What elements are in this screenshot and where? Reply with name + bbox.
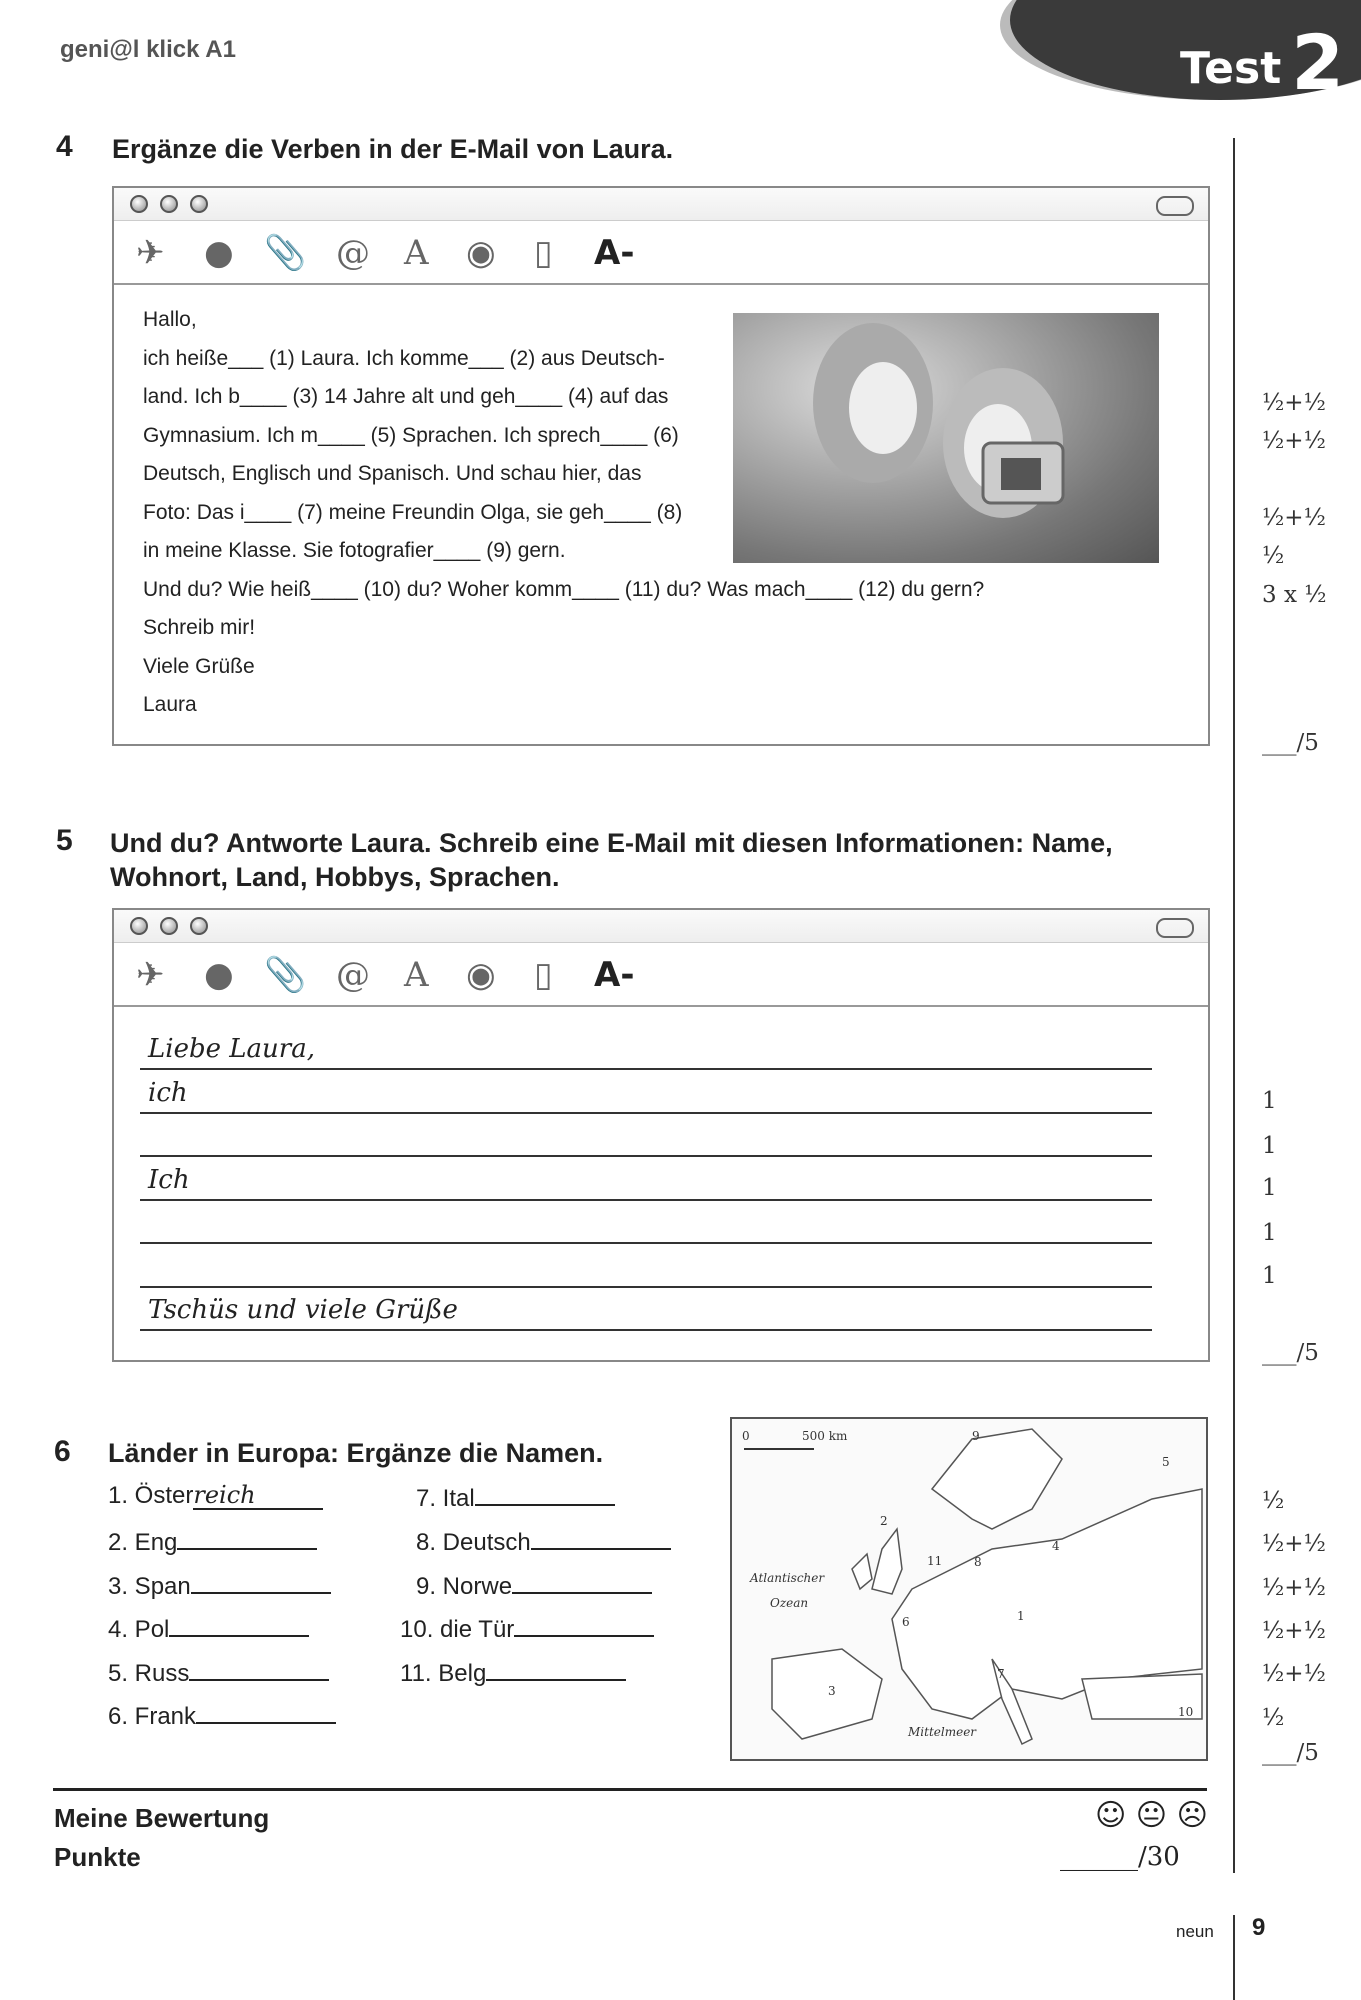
- page-word: neun: [1176, 1922, 1214, 1941]
- score-6-3: ½+½: [1262, 1575, 1326, 1601]
- score-5-5: 1: [1262, 1263, 1277, 1289]
- country-4: [108, 1613, 309, 1644]
- toolbar-toggle-icon[interactable]: [1156, 196, 1194, 216]
- smiley-rating-icons[interactable]: ☺ 😐 ☹: [1095, 1798, 1208, 1833]
- country-answer[interactable]: [514, 1613, 654, 1637]
- score-4-5: 3 x ½: [1262, 582, 1327, 608]
- rule-line: [140, 1199, 1152, 1201]
- window-titlebar: [114, 188, 1208, 221]
- footer-divider: [53, 1788, 1207, 1791]
- score-4-3: ½+½: [1262, 505, 1326, 531]
- task-5-title-2: Wohnort, Land, Hobbys, Sprachen.: [110, 862, 560, 892]
- europe-map: [730, 1417, 1208, 1761]
- address-book-icon[interactable]: @: [336, 233, 370, 273]
- email-line: ich heiße___ (1) Laura. Ich komme___ (2) aus Deutsch-: [143, 346, 665, 370]
- country-9: [416, 1570, 652, 1601]
- task-5-title-1: Und du? Antworte Laura. Schreib eine E-Mail mit diesen Informationen: Name,: [110, 828, 1113, 858]
- country-1: [108, 1482, 323, 1510]
- rule-line: [140, 1242, 1152, 1244]
- total-6: ___/5: [1262, 1740, 1319, 1766]
- map-ocean-1: Atlantischer: [750, 1571, 825, 1585]
- score-6-6: ½: [1262, 1705, 1285, 1731]
- page-divider: [1233, 1915, 1235, 2000]
- window-minimize-icon[interactable]: [160, 917, 178, 935]
- country-label: 4. Pol: [108, 1616, 170, 1643]
- test-label: [1180, 18, 1344, 107]
- map-number-9: 9: [972, 1429, 980, 1443]
- email-window-2: [112, 908, 1210, 1362]
- country-5: [108, 1657, 329, 1688]
- email-line: Foto: Das i____ (7) meine Freundin Olga, sie geh____ (8): [143, 500, 683, 524]
- country-label: 5. Russ: [108, 1660, 190, 1687]
- country-answer[interactable]: [196, 1700, 336, 1724]
- email-line: Viele Grüße: [143, 654, 255, 678]
- country-7: [416, 1482, 615, 1513]
- rule-line: [140, 1286, 1152, 1288]
- rule-line: [140, 1068, 1152, 1070]
- country-6: [108, 1700, 336, 1731]
- country-answer[interactable]: [191, 1570, 331, 1594]
- rule-line: [140, 1329, 1152, 1331]
- country-label: 9. Norwe: [416, 1573, 513, 1600]
- alert-icon[interactable]: ●: [204, 233, 234, 273]
- map-scale-label: 500 km: [802, 1429, 848, 1443]
- country-11: [400, 1657, 626, 1688]
- map-outline: [732, 1419, 1206, 1759]
- send-icon[interactable]: ✈: [136, 955, 165, 995]
- email-toolbar: [114, 221, 1208, 285]
- country-2: [108, 1526, 317, 1557]
- country-label: 2. Eng: [108, 1529, 178, 1556]
- country-10: [400, 1613, 654, 1644]
- map-number-8: 8: [974, 1555, 982, 1569]
- email-toolbar: [114, 943, 1208, 1007]
- score-5-1: 1: [1262, 1088, 1277, 1114]
- email-line: Schreib mir!: [143, 616, 256, 639]
- page-number: 9: [1252, 1914, 1266, 1941]
- attachment-icon[interactable]: 📎: [264, 955, 307, 995]
- window-titlebar: [114, 910, 1208, 943]
- score-4-1: ½+½: [1262, 390, 1326, 416]
- text-size-icon[interactable]: A-: [594, 233, 635, 273]
- country-answer[interactable]: [189, 1657, 329, 1681]
- map-number-11: 11: [927, 1554, 943, 1568]
- country-answer[interactable]: [177, 1526, 317, 1550]
- map-number-2: 2: [880, 1514, 888, 1528]
- email-line: Gymnasium. Ich m____ (5) Sprachen. Ich sprech____ (6): [143, 423, 679, 447]
- country-label: 6. Frank: [108, 1703, 197, 1730]
- task-4-number: 4: [56, 130, 73, 163]
- write-line-1[interactable]: Liebe Laura,: [148, 1034, 315, 1064]
- country-answer[interactable]: [531, 1526, 671, 1550]
- score-5-3: 1: [1262, 1175, 1277, 1201]
- toolbar-toggle-icon[interactable]: [1156, 918, 1194, 938]
- total-5: ___/5: [1262, 1340, 1319, 1366]
- country-3: [108, 1570, 331, 1601]
- email-line: Hallo,: [143, 308, 197, 331]
- document-icon[interactable]: ▯: [534, 955, 553, 995]
- write-line-4[interactable]: Ich: [148, 1165, 190, 1195]
- email-line: Und du? Wie heiß____ (10) du? Woher komm____ (11) du? Was mach____ (12) du gern?: [143, 577, 985, 601]
- country-label: 10. die Tür: [400, 1616, 515, 1643]
- country-label: 8. Deutsch: [416, 1529, 531, 1556]
- window-zoom-icon[interactable]: [190, 917, 208, 935]
- write-line-2[interactable]: ich: [148, 1078, 188, 1108]
- country-answer[interactable]: [475, 1482, 615, 1506]
- map-number-3: 3: [828, 1684, 836, 1698]
- map-number-1: 1: [1017, 1609, 1025, 1623]
- map-number-4: 4: [1052, 1539, 1060, 1553]
- color-icon[interactable]: ◉: [466, 955, 496, 995]
- task-5-number: 5: [56, 824, 73, 857]
- country-answer[interactable]: [512, 1570, 652, 1594]
- score-6-4: ½+½: [1262, 1618, 1326, 1644]
- text-size-icon[interactable]: A-: [594, 955, 635, 995]
- points-total: ______/30: [1060, 1842, 1180, 1872]
- map-scale-zero: 0: [742, 1429, 750, 1443]
- window-minimize-icon[interactable]: [160, 195, 178, 213]
- window-close-icon[interactable]: [130, 195, 148, 213]
- font-icon[interactable]: A: [404, 233, 429, 273]
- rule-line: [140, 1155, 1152, 1157]
- email-line: Laura: [143, 693, 197, 716]
- points-label: Punkte: [54, 1842, 141, 1872]
- test-number: 2: [1291, 18, 1345, 107]
- address-book-icon[interactable]: @: [336, 955, 370, 995]
- font-icon[interactable]: A: [404, 955, 429, 995]
- map-number-5: 5: [1162, 1455, 1170, 1469]
- score-6-1: ½: [1262, 1488, 1285, 1514]
- score-6-5: ½+½: [1262, 1661, 1326, 1687]
- country-label: 7. Ital: [416, 1485, 475, 1512]
- score-5-2: 1: [1262, 1133, 1277, 1159]
- window-close-icon[interactable]: [130, 917, 148, 935]
- country-answer[interactable]: reich: [193, 1486, 323, 1510]
- map-number-6: 6: [902, 1615, 910, 1629]
- test-word: Test: [1180, 43, 1282, 94]
- email-body-1: [143, 301, 1193, 725]
- email-line: in meine Klasse. Sie fotografier____ (9) gern.: [143, 539, 566, 562]
- country-label: 11. Belg: [400, 1660, 487, 1687]
- window-zoom-icon[interactable]: [190, 195, 208, 213]
- send-icon[interactable]: ✈: [136, 233, 165, 273]
- map-number-7: 7: [997, 1667, 1005, 1681]
- write-line-7[interactable]: Tschüs und viele Grüße: [148, 1295, 458, 1325]
- attachment-icon[interactable]: 📎: [264, 233, 307, 273]
- country-answer[interactable]: [486, 1657, 626, 1681]
- task-6-title: Länder in Europa: Ergänze die Namen.: [108, 1438, 604, 1468]
- score-6-2: ½+½: [1262, 1531, 1326, 1557]
- map-sea: Mittelmeer: [908, 1725, 977, 1739]
- email-line: land. Ich b____ (3) 14 Jahre alt und geh____ (4) auf das: [143, 385, 669, 408]
- rating-label: Meine Bewertung: [54, 1803, 270, 1833]
- score-4-4: ½: [1262, 543, 1285, 569]
- country-8: [416, 1526, 671, 1557]
- alert-icon[interactable]: ●: [204, 955, 234, 995]
- document-icon[interactable]: ▯: [534, 233, 553, 273]
- brand-title: geni@l klick A1: [60, 36, 236, 63]
- task-6-number: 6: [54, 1435, 71, 1468]
- country-label: 1. Öster: [108, 1482, 194, 1509]
- country-answer[interactable]: [169, 1613, 309, 1637]
- email-line: Deutsch, Englisch und Spanisch. Und schau hier, das: [143, 462, 642, 485]
- rule-line: [140, 1112, 1152, 1114]
- map-ocean-2: Ozean: [770, 1596, 809, 1610]
- country-label: 3. Span: [108, 1573, 191, 1600]
- score-column-divider: [1233, 138, 1235, 1873]
- map-number-10: 10: [1178, 1705, 1194, 1719]
- total-4: ___/5: [1262, 730, 1319, 756]
- score-4-2: ½+½: [1262, 428, 1326, 454]
- task-4-title: Ergänze die Verben in der E-Mail von Laura.: [112, 134, 674, 164]
- color-icon[interactable]: ◉: [466, 233, 496, 273]
- score-5-4: 1: [1262, 1220, 1277, 1246]
